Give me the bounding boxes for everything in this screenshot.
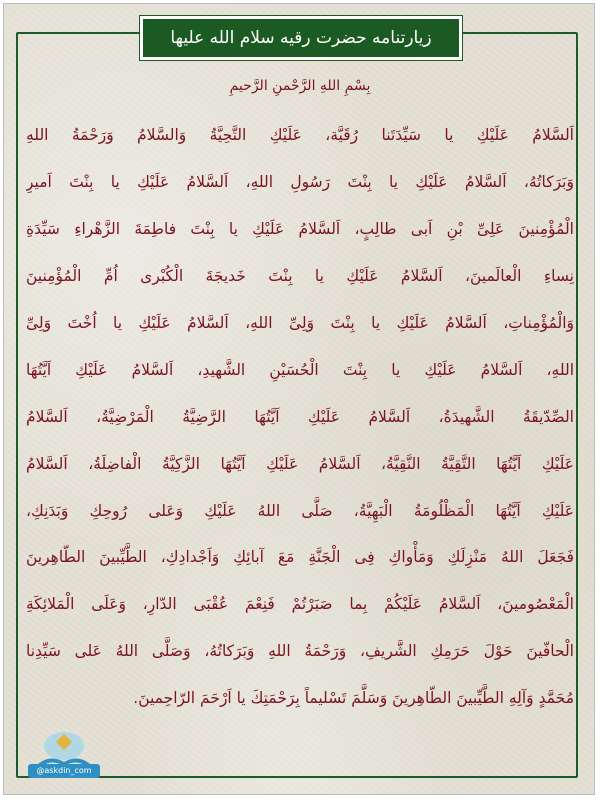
title-banner <box>140 16 462 60</box>
prayer-text-line <box>26 112 574 159</box>
prayer-text-line-content: وَبَرَكاتُهُ، اَلسَّلامُ عَلَیْكِ یا بِنْتَ رَسُولِ اللهِ، اَلسَّلامُ عَلَیْكِ یا بِنْتَ اَمیرِ <box>26 173 574 192</box>
prayer-text-line-content: مُحَمَّدٍ وَآلِهِ الطَّیِّبینَ الطّاهِرینَ وَسَلَّمَ تَسْلیماً بِرَحْمَتِكَ یا اَرْحَمَ الرّاحِمینَ. <box>133 689 574 708</box>
prayer-text-line-content: اَلسَّلامُ عَلَیْكِ یا سَیِّدَتَنا رُقَیَّة، عَلَیْكِ التَّحِیَّةُ وَالسَّلامُ وَرَحْمَةُ اللهِ <box>26 126 574 145</box>
prayer-text-block <box>26 112 574 722</box>
prayer-text-line-content: عَلَیْكِ اَیَّتُهَا الْمَظْلُومَةُ الْبَهِیَّةُ، صَلَّی اللهُ عَلَیْكِ وَعَلی رُوحِكِ وَبَدَنِكِ، <box>26 501 574 520</box>
logo-handle-text: @askdin_com <box>28 764 100 778</box>
prayer-text-line <box>26 393 574 440</box>
prayer-text-line-content: عَلَیْكِ اَیَّتُهَا التَّقِیَّةُ النَّقِیَّةُ، اَلسَّلامُ عَلَیْكِ اَیَّتُهَا الزَّكِیَّةُ الْفاضِلَةُ، اَلسَّلامُ <box>26 454 574 473</box>
bismillah-heading: بِسْمِ اللهِ الرَّحْمنِ الرَّحیمِ <box>229 78 371 94</box>
prayer-text-line <box>26 300 574 347</box>
prayer-text-line <box>26 487 574 534</box>
page-title: زیارتنامه حضرت رقیه سلام الله علیها <box>170 27 432 48</box>
prayer-text-line <box>26 346 574 393</box>
prayer-text-line <box>26 675 574 722</box>
prayer-text-line <box>26 159 574 206</box>
prayer-text-line-content: وَالْمُؤْمِناتِ، اَلسَّلامُ عَلَیْكِ یا بِنْتَ وَلِیِّ اللهِ، اَلسَّلامُ عَلَیْكِ یا اُخْتَ وَلِیِّ <box>26 314 574 332</box>
prayer-text-line-content: الْمُؤْمِنینَ عَلِیِّ بْنِ اَبی طالِبٍ، اَلسَّلامُ عَلَیْكِ یا بِنْتَ فاطِمَةَ الزَّهْراءِ سَیِّدَةِ <box>26 220 574 239</box>
prayer-text-line-content: فَجَعَلَ اللهُ مَنْزِلَكِ وَمَأْواكِ فِی الْجَنَّةِ مَعَ آبائِكِ وَاَجْدادِكِ، الطَّیِّبینَ الطّاهِرینَ <box>26 548 574 567</box>
prayer-text-line-content: الصِّدّیقَةُ الشَّهیدَةُ، اَلسَّلامُ عَلَیْكِ اَیَّتُهَا الرَّضِیَّةُ الْمَرْضِیَّةُ، اَلسَّلامُ <box>26 407 574 426</box>
prayer-text-line-content: نِساءِ الْعالَمینَ، اَلسَّلامُ عَلَیْكِ یا بِنْتَ خَدیجَةَ الْكُبْری اُمِّ الْمُؤْمِنینَ <box>26 267 574 286</box>
prayer-text-line <box>26 534 574 581</box>
prayer-text-line-content: الْحافّینَ حَوْلَ حَرَمِكِ الشَّریفِ، وَرَحْمَةُ اللهِ وَبَرَكاتُهُ، وَصَلَّی اللهُ عَلی سَیِّدِنا <box>26 642 574 661</box>
prayer-text-line-content: اللهِ، اَلسَّلامُ عَلَیْكِ یا بِنْتَ الْحُسَیْنِ الشَّهیدِ، اَلسَّلامُ عَلَیْكِ اَیَّتُهَا <box>26 360 574 379</box>
prayer-text-line <box>26 628 574 675</box>
prayer-text-line-content: الْمَعْصُومینَ، اَلسَّلامُ عَلَیْكُمْ بِما صَبَرْتُمْ فَنِعْمَ عُقْبَی الدّارِ، وَعَلَی الْمَلائِكَةِ <box>26 595 574 614</box>
prayer-text-line <box>26 253 574 300</box>
prayer-text-line <box>26 581 574 628</box>
prayer-text-line <box>26 206 574 253</box>
prayer-text-line <box>26 440 574 487</box>
